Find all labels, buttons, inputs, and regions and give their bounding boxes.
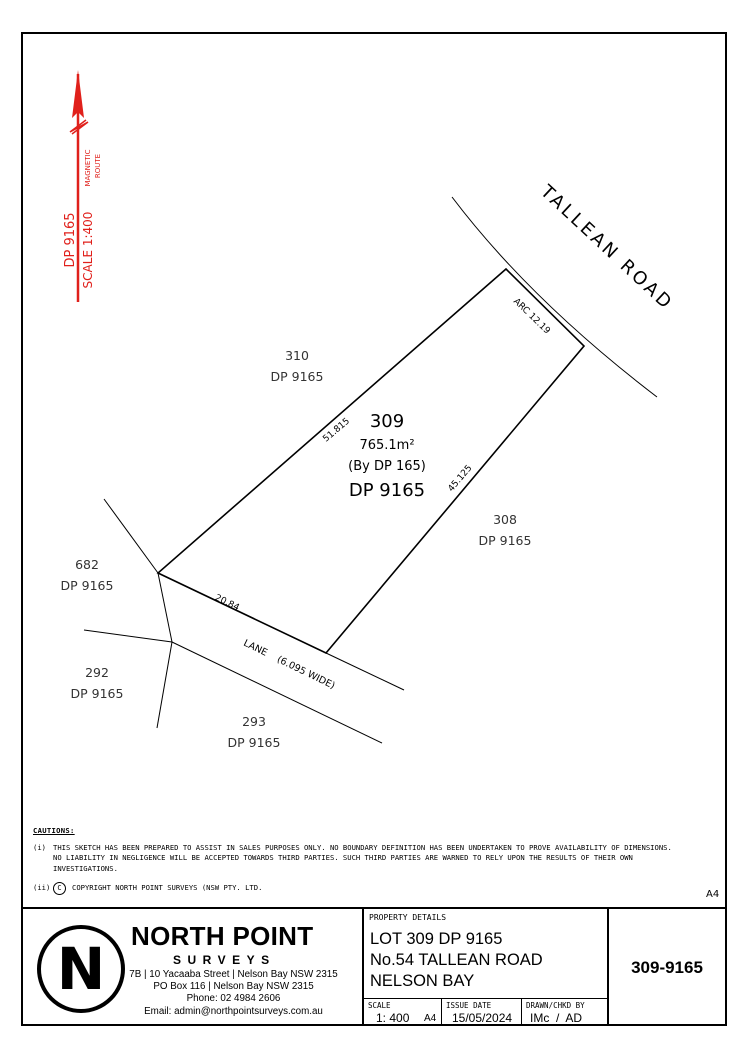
caution-number: (i): [33, 842, 46, 852]
scale-cell: [364, 999, 442, 1026]
cautions-heading: CAUTIONS:: [33, 826, 75, 835]
address-line: Phone: 02 4984 2606: [186, 993, 281, 1004]
lane-north-line: [326, 653, 404, 690]
property-details-label: PROPERTY DETAILS: [369, 913, 447, 922]
issue-date-cell: [442, 999, 522, 1026]
company-subtitle: SURVEYS: [173, 953, 276, 967]
neighbour-310: [271, 348, 324, 384]
road-name: TALLEAN ROAD: [536, 181, 678, 315]
north-scale-label: SCALE 1:400: [81, 211, 95, 289]
dimension-northwest: 51.815: [321, 416, 352, 445]
cautions-section: [33, 826, 673, 895]
north-magnetic-label: MAGNETIC: [84, 149, 92, 187]
scale-value: 1: 400: [376, 1011, 410, 1025]
boundary-292-293: [157, 642, 172, 728]
north-route-label: ROUTE: [94, 153, 102, 179]
address-line: Email: admin@northpointsurveys.com.au: [144, 1006, 323, 1017]
neighbour-dp: DP 9165: [70, 686, 124, 701]
road-boundary-curve: [452, 197, 657, 397]
road-label: [535, 180, 677, 314]
logo-letter: N: [56, 935, 106, 1003]
address-line: 7B | 10 Yacaaba Street | Nelson Bay NSW 2315: [129, 969, 338, 980]
north-arrow-head-icon: [72, 70, 84, 118]
company-name: NORTH POINT: [131, 921, 314, 951]
caution-text: THIS SKETCH HAS BEEN PREPARED TO ASSIST IN SALES PURPOSES ONLY. NO BOUNDARY DEFINITION HAS BEEN UNDERTAKEN TO PROVE AVAILABILITY OF DIMENSIONS. NO LIABILITY IN NEGLIGENCE WILL BE ACCEPTED TOWARDS THIRD PARTIES. SUCH THIRD PARTIES ARE WARNED TO RELY UPON THE RESULTS OF THEIR OWN INVESTIGATIONS.: [53, 842, 672, 873]
lot-number: 309: [369, 411, 405, 432]
caution-item: [33, 882, 673, 895]
neighbour-dp: DP 9165: [227, 735, 281, 750]
property-line: No.54 TALLEAN ROAD: [370, 951, 543, 969]
lane-label: LANE (6.095 WIDE): [241, 637, 337, 692]
scale-label: SCALE: [368, 1001, 391, 1010]
issue-date-value: 15/05/2024: [452, 1011, 513, 1025]
neighbour-308: [479, 512, 532, 548]
neighbour-dp: DP 9165: [60, 578, 114, 593]
dimension-southwest: 20.84: [213, 593, 241, 614]
drawn-by-value: IMc / AD: [530, 1011, 583, 1025]
address-line: PO Box 116 | Nelson Bay NSW 2315: [153, 981, 314, 992]
drawing-info-cells: [364, 999, 609, 1026]
copyright-icon: C: [53, 882, 66, 895]
property-details-panel: [364, 909, 609, 999]
drawing-number: 309-9165: [631, 957, 703, 977]
lot-area-note: (By DP 165): [348, 459, 426, 474]
neighbour-dp: DP 9165: [270, 369, 324, 384]
scale-paper: A4: [424, 1013, 437, 1024]
paper-size-label: A4: [706, 889, 720, 900]
north-arrow: [63, 70, 102, 302]
neighbour-682: [61, 557, 114, 593]
neighbour-292: [71, 665, 124, 701]
neighbour-lot: 293: [242, 714, 266, 729]
dimension-southeast: 45.125: [446, 463, 475, 494]
neighbour-lot: 682: [75, 557, 99, 572]
drawn-by-label: DRAWN/CHKD BY: [526, 1001, 585, 1010]
neighbour-293: [228, 714, 281, 750]
property-line: LOT 309 DP 9165: [370, 930, 503, 948]
company-logo-panel: [21, 909, 364, 1026]
boundary-lane-end: [158, 573, 172, 642]
drawn-by-cell: [522, 999, 607, 1026]
neighbour-lot: 292: [85, 665, 109, 680]
neighbour-lot: 308: [493, 512, 517, 527]
lot-area: 765.1m²: [359, 438, 415, 453]
north-point-logo-icon: [35, 923, 127, 1015]
boundary-682-west: [104, 499, 158, 573]
boundary-682-292: [84, 630, 172, 642]
neighbour-lot: 310: [285, 348, 309, 363]
north-dp-label: DP 9165: [63, 212, 78, 268]
lot-dp: DP 9165: [348, 480, 426, 501]
issue-date-label: ISSUE DATE: [446, 1001, 492, 1010]
caution-item: [33, 843, 673, 875]
property-line: NELSON BAY: [370, 972, 475, 990]
title-block: [21, 907, 727, 1026]
neighbour-dp: DP 9165: [478, 533, 532, 548]
dimension-arc: ARC 12.19: [511, 296, 552, 337]
caution-number: (ii): [33, 883, 51, 893]
caution-text: COPYRIGHT NORTH POINT SURVEYS (NSW PTY. LTD.: [72, 883, 263, 893]
